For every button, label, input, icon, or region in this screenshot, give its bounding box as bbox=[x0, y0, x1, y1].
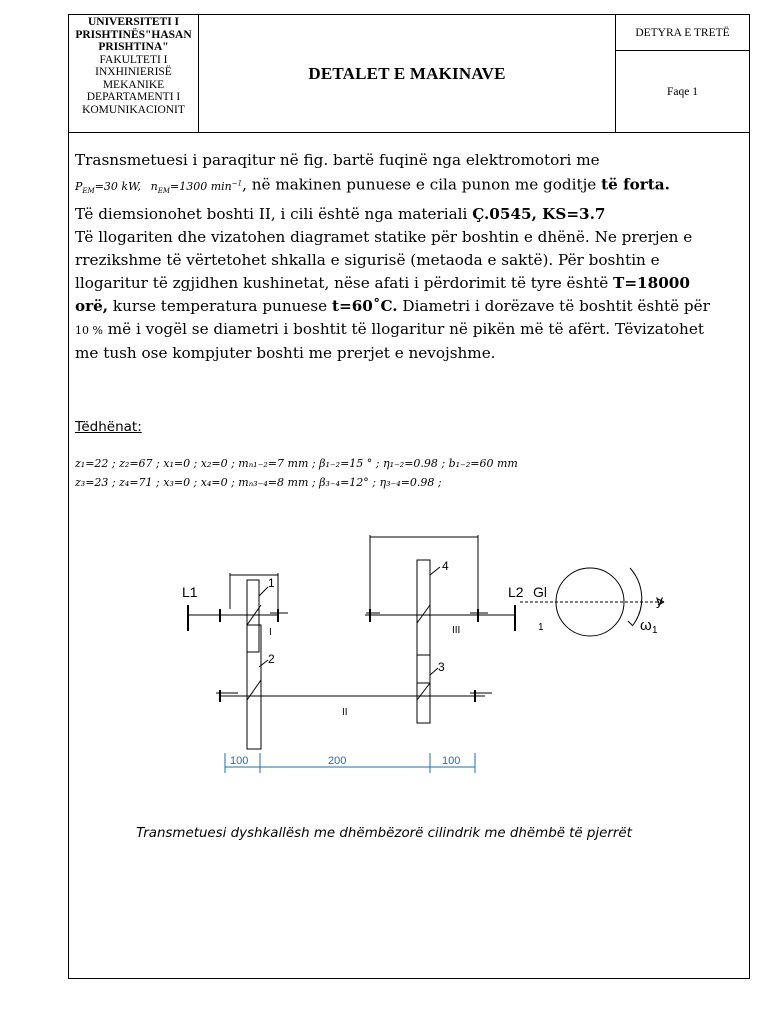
department-name-2: KOMUNIKACIONIT bbox=[82, 103, 185, 116]
text-percent: 10 % bbox=[75, 323, 103, 337]
text-temperature: t=60˚C. bbox=[331, 296, 398, 315]
department-name-1: DEPARTAMENTI I bbox=[86, 91, 181, 103]
gear-hatch-2 bbox=[247, 680, 261, 700]
text-machine: , në makinen punuese e cila punon me goditje bbox=[242, 175, 602, 194]
figure-caption: Transmetuesi dyshkallësh me dhëmbëzorë cilindrik me dhëmbë të pjerrët bbox=[136, 826, 632, 841]
text-temperature-intro: kurse temperatura punuese bbox=[108, 296, 332, 315]
label-omega-sub: 1 bbox=[652, 625, 658, 636]
text-lifetime: T=18000 orë, bbox=[75, 273, 690, 315]
faculty-name-2: MEKANIKE bbox=[102, 78, 165, 91]
leader-4 bbox=[430, 567, 440, 575]
gear-3-rect bbox=[417, 655, 430, 723]
document-title: DETALET E MAKINAVE bbox=[308, 63, 506, 83]
gear-hatch-3 bbox=[417, 683, 430, 700]
text-material-spec: Ç.0545, KS=3.7 bbox=[472, 204, 606, 223]
page-number: Faqe 1 bbox=[667, 85, 698, 98]
label-L2: L2 bbox=[508, 584, 524, 600]
assignment-text bbox=[75, 149, 725, 365]
label-one: 1 bbox=[538, 622, 544, 633]
label-omega: ω bbox=[640, 617, 652, 634]
paragraph-material bbox=[75, 203, 725, 226]
speed-formula: $n_{EM}=1300$ $\min^{-1}$ bbox=[150, 179, 243, 195]
gear-3-label: 3 bbox=[438, 660, 445, 674]
text-requirements: Të llogariten dhe vizatohen diagramet statike për boshtin e dhënë. Ne prerjen e rrezikshme të vërtetohet shkalla e sigurisë (metaoda e saktë). Për boshtin e llogaritur të zgjidhen kushinetat, nëse afati i përdorimit të tyre është bbox=[75, 227, 693, 292]
gear-2-label: 2 bbox=[268, 652, 275, 666]
institution-cell bbox=[69, 15, 199, 132]
label-L1: L1 bbox=[182, 584, 198, 600]
dim-text-100-right: 100 bbox=[442, 755, 461, 767]
shaft-III-label: III bbox=[452, 625, 461, 636]
paragraph-requirements bbox=[75, 226, 725, 365]
gear-hatch-4 bbox=[417, 605, 430, 623]
text-drawing: më i vogël se diametri i boshtit të llogaritur në pikën më të afërt. Tëvizatohet me tush ose kompjuter boshti me prerjet e nevojshme. bbox=[75, 319, 704, 362]
gear-4-label: 4 bbox=[442, 559, 449, 573]
gear-1-label: 1 bbox=[268, 576, 275, 590]
text-impact: të forta. bbox=[601, 175, 670, 194]
dim-text-100-left: 100 bbox=[230, 755, 249, 767]
given-line-1: z₁=22 ; z₂=67 ; x₁=0 ; x₂=0 ; mₙ₁₋₂=7 mm ; β₁₋₂=15 ° ; η₁₋₂=0.98 ; b₁₋₂=60 mm bbox=[75, 457, 518, 470]
university-name-2: PRISHTINËS"HASAN bbox=[75, 28, 192, 41]
university-name-1: UNIVERSITETI I bbox=[87, 16, 180, 28]
leader-3 bbox=[430, 668, 438, 675]
faculty-name-1: FAKULTETI I INXHINIERISË bbox=[95, 53, 172, 78]
gear-4-rect bbox=[417, 560, 430, 683]
header-table bbox=[69, 15, 749, 133]
given-line-2: z₃=23 ; z₄=71 ; x₃=0 ; x₄=0 ; mₙ₃₋₄=8 mm ; β₃₋₄=12° ; η₃₋₄=0.98 ; bbox=[75, 476, 442, 489]
meta-cell bbox=[616, 15, 749, 132]
leader-1 bbox=[259, 587, 268, 596]
paragraph-power bbox=[75, 149, 725, 203]
text-diameter: Diametri i dorëzave të boshtit është për bbox=[397, 296, 710, 315]
power-formula: $P_{EM}=30$ kW, bbox=[75, 179, 141, 195]
given-data-label: Tëdhënat: bbox=[75, 419, 142, 435]
omega-arrow bbox=[628, 621, 633, 626]
label-y: y bbox=[656, 592, 663, 608]
leader-2 bbox=[259, 660, 268, 667]
dim-text-200: 200 bbox=[328, 755, 347, 767]
university-name-3: PRISHTINA" bbox=[98, 41, 169, 53]
text-material: Të diemsionohet boshti II, i cili është nga materiali bbox=[75, 204, 473, 223]
text-intro: Trasnsmetuesi i paraqitur në fig. bartë fuqinë nga elektromotori me bbox=[75, 151, 600, 169]
given-data bbox=[75, 454, 518, 492]
assignment-label: DETYRA E TRETË bbox=[616, 15, 749, 51]
shaft-I-label: I bbox=[269, 627, 272, 638]
label-G1: Gl bbox=[533, 584, 547, 600]
transmission-diagram bbox=[170, 525, 690, 775]
title-cell bbox=[199, 15, 616, 132]
shaft-II-label: II bbox=[342, 707, 348, 718]
